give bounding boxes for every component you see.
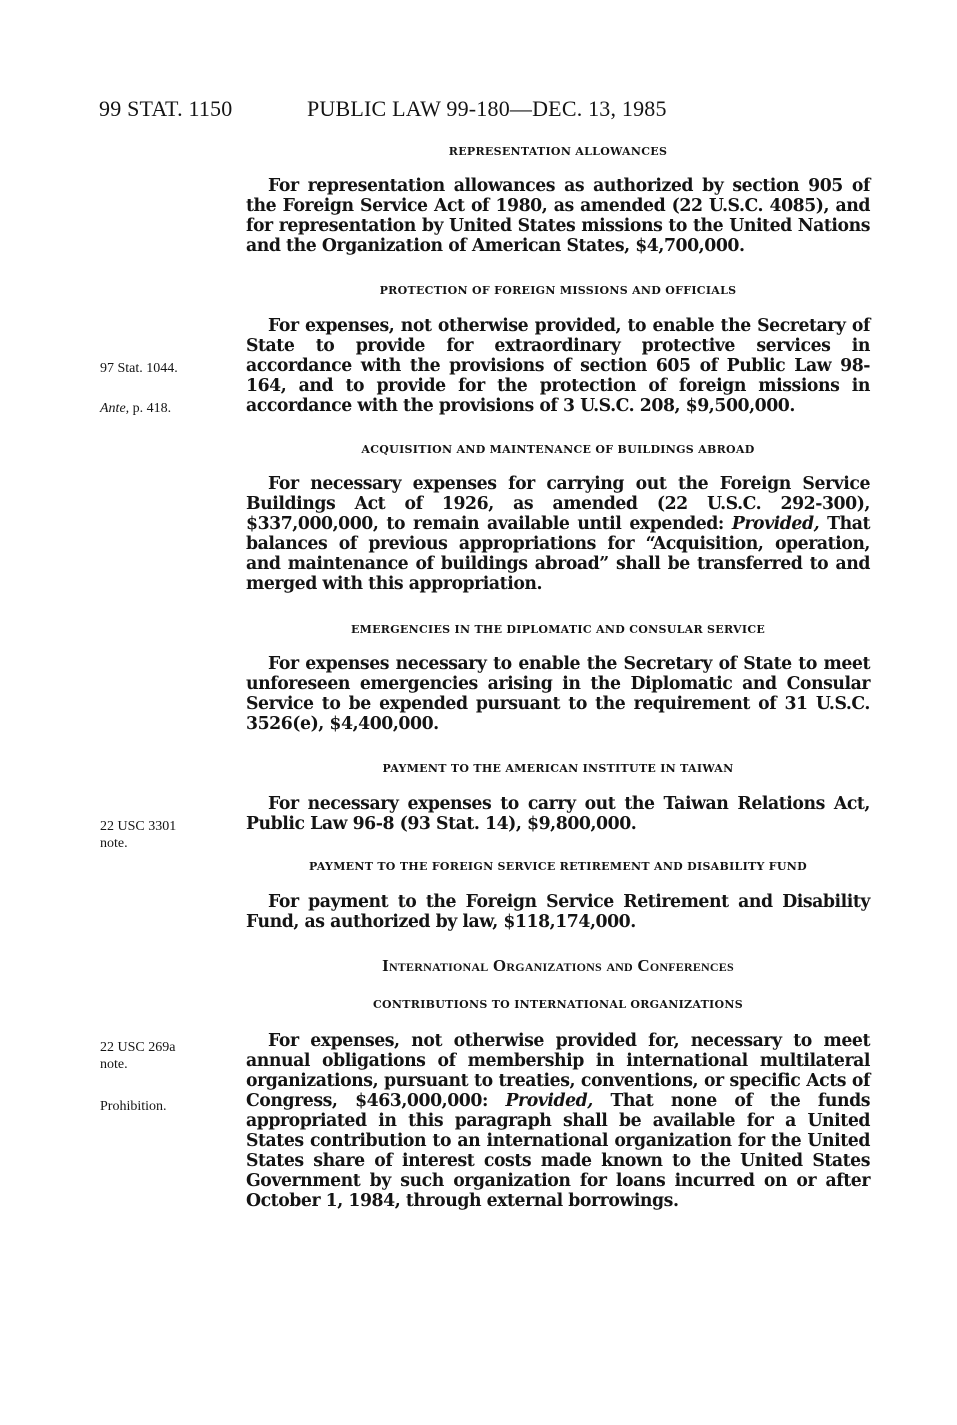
margin-note-prohibition: Prohibition. xyxy=(100,1099,167,1114)
section-heading: REPRESENTATION ALLOWANCES xyxy=(448,145,668,158)
statute-page-number: 99 STAT. 1150 xyxy=(99,96,233,121)
section-heading: PAYMENT TO THE AMERICAN INSTITUTE IN TAIWAN xyxy=(382,762,734,775)
section-paragraph: For payment to the Foreign Service Retirement and Disability Fund, as authorized by law, $118,174,000. xyxy=(246,892,870,932)
section-heading: PROTECTION OF FOREIGN MISSIONS AND OFFICIALS xyxy=(379,284,737,297)
title-heading: International Organizations and Conferences xyxy=(382,956,734,975)
margin-note-stat-1044: 97 Stat. 1044. xyxy=(100,361,178,376)
section-paragraph: For expenses necessary to enable the Secretary of State to meet unforeseen emergencies arising in the Diplomatic and Consular Service to be expended pursuant to the requirement of 31 U.S.C. 3526(e), $4,400,000. xyxy=(246,654,870,734)
section-heading: PAYMENT TO THE FOREIGN SERVICE RETIREMENT AND DISABILITY FUND xyxy=(308,860,808,873)
margin-note-usc-269a: 22 USC 269a note. xyxy=(100,1040,176,1072)
paragraph-text: That none of the funds appropriated in this paragraph shall be available for a United States contribution to an international organization for the United States share of interest costs made known to the United States Government by such organization for loans incurred on or after October 1, 1984, through external borrowings. xyxy=(246,1091,870,1211)
section-paragraph: For expenses, not otherwise provided, to enable the Secretary of State to provide for extraordinary protective services in accordance with the provisions of section 605 of Public Law 98-164, and to provide for the protection of foreign missions in accordance with the provisions of 3 U.S.C. 208, $9,500,000. xyxy=(246,316,870,416)
section-paragraph xyxy=(246,474,870,594)
section-paragraph: For necessary expenses to carry out the Taiwan Relations Act, Public Law 96-8 (93 Stat. 14), $9,800,000. xyxy=(246,794,870,834)
proviso-term: Provided, xyxy=(731,514,820,534)
margin-note-ante xyxy=(100,400,171,417)
proviso-term: Provided, xyxy=(505,1091,593,1111)
section-paragraph: For representation allowances as authorized by section 905 of the Foreign Service Act of 1980, as amended (22 U.S.C. 4085), and for representation by United States missions to the United Nations and the Organization of American States, $4,700,000. xyxy=(246,176,870,256)
margin-note-usc-3301: 22 USC 3301 note. xyxy=(100,819,177,851)
section-paragraph xyxy=(246,1031,870,1211)
paragraph-text: For necessary expenses for carrying out the Foreign Service Buildings Act of 1926, as amended (22 U.S.C. 292-300), $337,000,000, to remain available until expended: xyxy=(246,474,870,534)
ante-page: p. 418. xyxy=(129,401,172,416)
ante-italic: Ante, xyxy=(100,401,130,416)
section-heading: CONTRIBUTIONS TO INTERNATIONAL ORGANIZATIONS xyxy=(373,998,743,1011)
public-law-header: PUBLIC LAW 99-180—DEC. 13, 1985 xyxy=(307,96,667,121)
section-heading: ACQUISITION AND MAINTENANCE OF BUILDINGS ABROAD xyxy=(361,443,755,456)
paragraph-text: That balances of previous appropriations for “Acquisition, operation, and maintenance of buildings abroad” shall be transferred to and merged with this appropriation. xyxy=(246,514,870,594)
paragraph-text: For expenses, not otherwise provided for, necessary to meet annual obligations of membership in international multilateral organizations, pursuant to treaties, conventions, or specific Acts of Congress, $463,000,000: xyxy=(246,1031,870,1111)
section-heading: EMERGENCIES IN THE DIPLOMATIC AND CONSULAR SERVICE xyxy=(350,623,766,636)
